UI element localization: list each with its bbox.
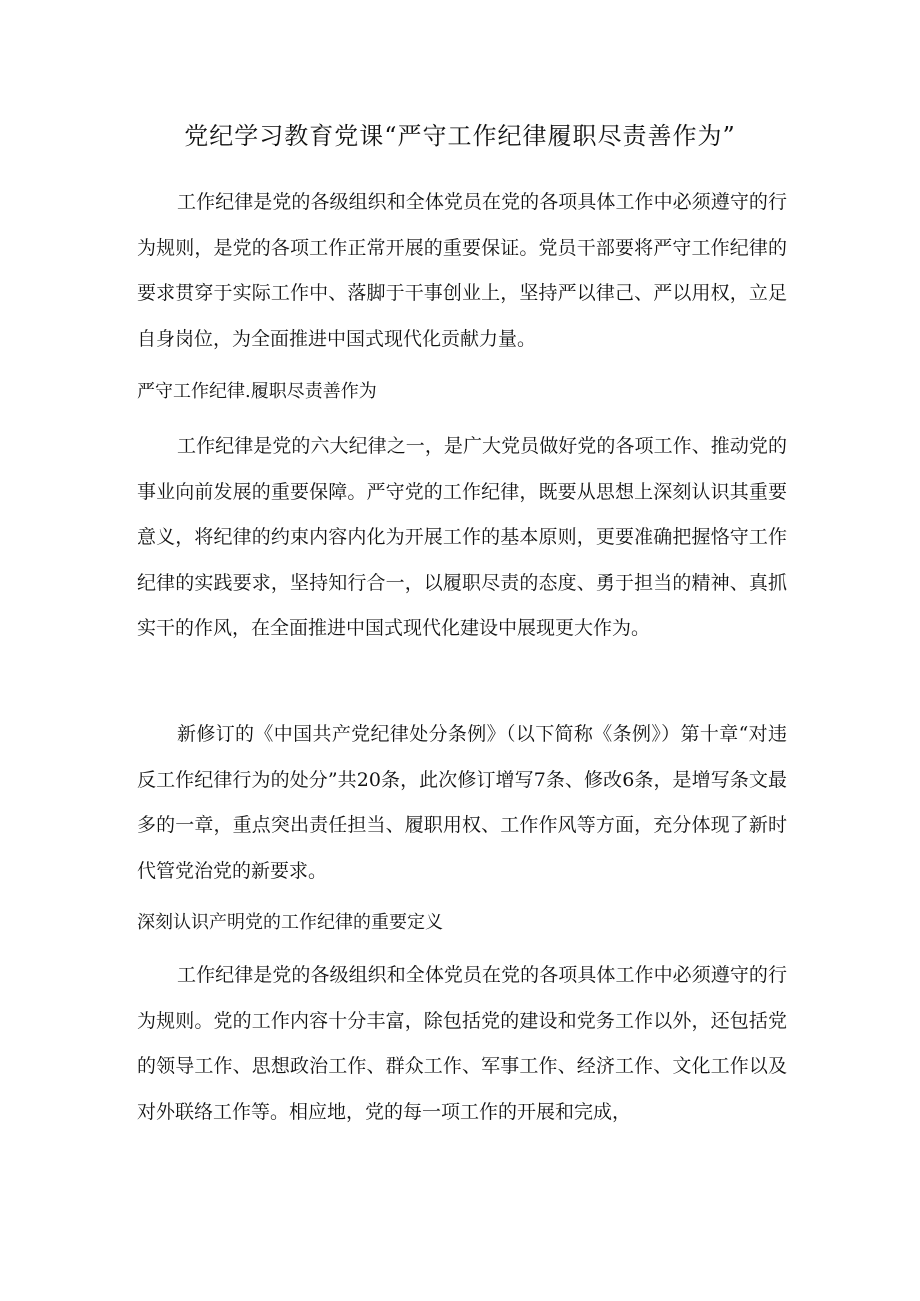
paragraph-intro: 工作纪律是党的各级组织和全体党员在党的各项具体工作中必须遵守的行为规则，是党的各项工作正常开展的重要保证。党员干部要将严守工作纪律的要求贯穿于实际工作中、落脚于干事创业上，坚持严以律己、严以用权，立足自身岗位，为全面推进中国式现代化贡献力量。 [137, 191, 787, 350]
paragraph-regulations-revision: 新修订的《中国共产党纪律处分条例》（以下简称《条例》）第十章“对违反工作纪律行为的处分”共20条，此次修订增写7条、修改6条，是增写条文最多的一章，重点突出责任担当、履职用权、工作作风等方面，充分体现了新时代管党治党的新要求。 [137, 723, 787, 882]
page-title: 党纪学习教育党课“严守工作纪律履职尽责善作为” [184, 122, 736, 150]
section-heading-strict-discipline: 严守工作纪律.履职尽责善作为 [137, 381, 377, 402]
paragraph-definition: 工作纪律是党的各级组织和全体党员在党的各项具体工作中必须遵守的行为规则。党的工作内容十分丰富，除包括党的建设和党务工作以外，还包括党的领导工作、思想政治工作、群众工作、军事工作、经济工作、文化工作以及对外联络工作等。相应地，党的每一项工作的开展和完成， [137, 964, 787, 1123]
section-heading-definition: 深刻认识产明党的工作纪律的重要定义 [137, 912, 443, 933]
paragraph-six-disciplines: 工作纪律是党的六大纪律之一，是广大党员做好党的各项工作、推动党的事业向前发展的重要保障。严守党的工作纪律，既要从思想上深刻认识其重要意义，将纪律的约束内容内化为开展工作的基本原则，更要准确把握恪守工作纪律的实践要求，坚持知行合一，以履职尽责的态度、勇于担当的精神、真抓实干的作风，在全面推进中国式现代化建设中展现更大作为。 [137, 435, 787, 639]
